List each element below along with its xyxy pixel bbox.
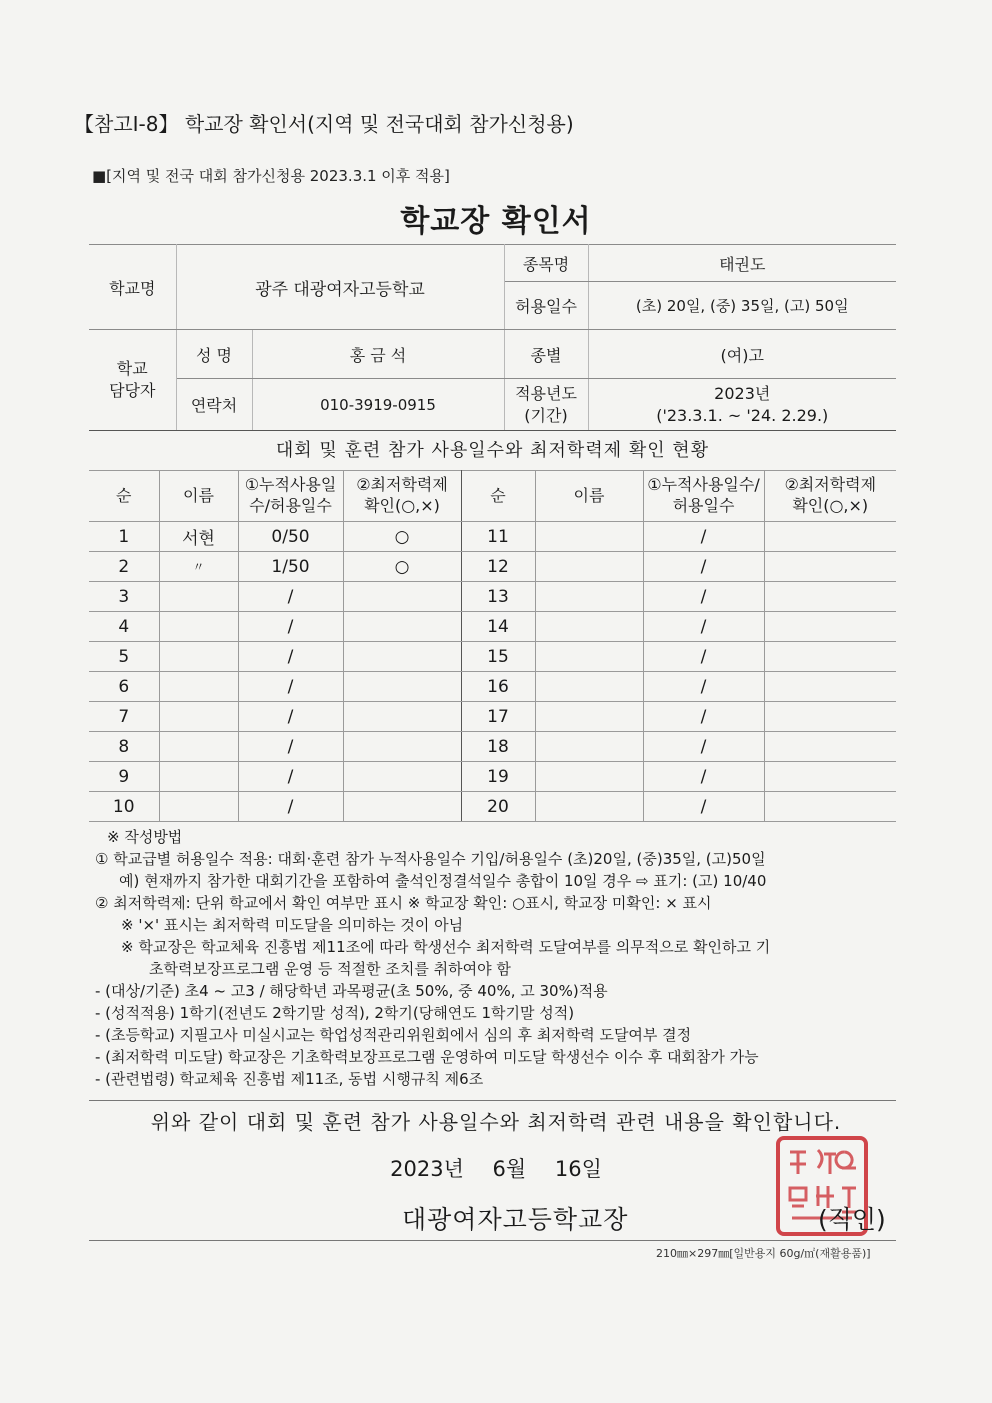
student-name xyxy=(535,702,643,732)
row-no: 16 xyxy=(461,672,535,702)
name-value: 홍 금 석 xyxy=(252,330,504,379)
year-period: ('23.3.1. ~ '24. 2.29.) xyxy=(656,405,829,425)
row-no: 19 xyxy=(461,762,535,792)
student-name xyxy=(535,612,643,642)
row-no: 7 xyxy=(89,702,159,732)
contact-label: 연락처 xyxy=(176,379,252,431)
usage-row xyxy=(89,702,896,732)
days-used: / xyxy=(238,582,343,612)
row-no: 15 xyxy=(461,642,535,672)
event-label: 종목명 xyxy=(504,245,588,282)
divider-rule xyxy=(89,1100,896,1101)
notes-heading: ※ 작성방법 xyxy=(107,828,183,846)
usage-row xyxy=(89,672,896,702)
min-academic-check xyxy=(764,612,896,642)
student-name xyxy=(535,522,643,552)
min-academic-check xyxy=(764,642,896,672)
days-used: 1/50 xyxy=(238,552,343,582)
min-academic-check xyxy=(764,552,896,582)
note-1: ① 학교급별 허용일수 적용: 대회·훈련 참가 누적사용일수 기입/허용일수 (초)20일, (중)35일, (고)50일 xyxy=(95,850,766,868)
name-label: 성 명 xyxy=(176,330,252,379)
min-academic-check xyxy=(764,702,896,732)
usage-row xyxy=(89,732,896,762)
note-1-example: 예) 현재까지 참가한 대회기간을 포함하여 출석인정결석일수 총합이 10일 경우 ⇨ 표기: (고) 10/40 xyxy=(119,872,767,890)
row-no: 9 xyxy=(89,762,159,792)
usage-row xyxy=(89,792,896,822)
seal-label: (직인) xyxy=(818,1205,886,1234)
confirmation-date: 2023년 6월 16일 xyxy=(390,1157,602,1181)
student-name xyxy=(535,552,643,582)
min-academic-check xyxy=(343,612,461,642)
min-academic-check xyxy=(343,702,461,732)
student-name xyxy=(535,732,643,762)
min-academic-check: ○ xyxy=(343,552,461,582)
student-name xyxy=(159,612,238,642)
row-no: 11 xyxy=(461,522,535,552)
header-no-right: 순 xyxy=(461,471,535,522)
days-used: / xyxy=(643,552,764,582)
student-name xyxy=(535,642,643,672)
contact-value: 010-3919-0915 xyxy=(252,379,504,431)
event-value: 태권도 xyxy=(588,245,896,282)
row-no: 8 xyxy=(89,732,159,762)
year-label: 적용년도 (기간) xyxy=(504,379,588,431)
student-name xyxy=(159,792,238,822)
row-no: 17 xyxy=(461,702,535,732)
student-name xyxy=(159,582,238,612)
days-used: / xyxy=(643,612,764,642)
principal-name: 대광여자고등학교장 xyxy=(402,1205,629,1234)
min-academic-check xyxy=(343,732,461,762)
row-no: 5 xyxy=(89,642,159,672)
days-used: / xyxy=(643,732,764,762)
year-cell xyxy=(588,379,896,431)
row-no: 2 xyxy=(89,552,159,582)
header-days-right: ①누적사용일수/ 허용일수 xyxy=(643,471,764,522)
row-no: 4 xyxy=(89,612,159,642)
days-used: / xyxy=(238,792,343,822)
note-2-sub-2b: 초학력보장프로그램 운영 등 적절한 조치를 취하여야 함 xyxy=(149,960,511,978)
days-used: / xyxy=(643,762,764,792)
days-used: / xyxy=(238,762,343,792)
usage-row xyxy=(89,612,896,642)
student-name xyxy=(159,732,238,762)
note-2: ② 최저학력제: 단위 학교에서 확인 여부만 표시 ※ 학교장 확인: ○표시, 학교장 미확인: × 표시 xyxy=(95,894,712,912)
min-academic-check xyxy=(343,792,461,822)
category-value: (여)고 xyxy=(588,330,896,379)
usage-row xyxy=(89,552,896,582)
manager-label: 학교 담당자 xyxy=(89,330,176,431)
min-academic-check xyxy=(343,642,461,672)
student-name xyxy=(159,762,238,792)
student-name xyxy=(535,762,643,792)
row-no: 13 xyxy=(461,582,535,612)
note-2-sub-2a: ※ 학교장은 학교체육 진흥법 제11조에 따라 학생선수 최저학력 도달여부를 의무적으로 확인하고 기 xyxy=(121,938,771,956)
student-name xyxy=(535,582,643,612)
year-value: 2023년 xyxy=(714,383,771,403)
form-title: 학교장 확인서 xyxy=(400,204,592,239)
min-academic-check xyxy=(343,582,461,612)
usage-table xyxy=(89,470,896,822)
category-label: 종별 xyxy=(504,330,588,379)
days-used: / xyxy=(238,732,343,762)
confirmation-text: 위와 같이 대회 및 훈련 참가 사용일수와 최저학력 관련 내용을 확인합니다. xyxy=(150,1110,842,1134)
header-name: 이름 xyxy=(159,471,238,522)
header-name-right: 이름 xyxy=(535,471,643,522)
min-academic-check xyxy=(764,522,896,552)
school-label: 학교명 xyxy=(89,245,176,330)
row-no: 12 xyxy=(461,552,535,582)
days-used: / xyxy=(643,522,764,552)
detail-4: - (최저학력 미도달) 학교장은 기초학력보장프로그램 운영하여 미도달 학생선수 이수 후 대회참가 가능 xyxy=(95,1048,759,1066)
usage-row xyxy=(89,642,896,672)
student-name xyxy=(159,672,238,702)
min-academic-check xyxy=(764,732,896,762)
days-used: / xyxy=(643,702,764,732)
header-check: ②최저학력제 확인(○,×) xyxy=(343,471,461,522)
usage-row xyxy=(89,582,896,612)
form-subtitle: ■[지역 및 전국 대회 참가신청용 2023.3.1 이후 적용] xyxy=(92,167,450,185)
detail-1: - (대상/기준) 초4 ~ 고3 / 해당학년 과목평균(초 50%, 중 40%, 고 30%)적용 xyxy=(95,982,608,1000)
days-used: / xyxy=(238,672,343,702)
row-no: 3 xyxy=(89,582,159,612)
student-name xyxy=(535,792,643,822)
min-academic-check xyxy=(764,792,896,822)
detail-5: - (관련법령) 학교체육 진흥법 제11조, 동법 시행규칙 제6조 xyxy=(95,1070,484,1088)
header-check-right: ②최저학력제 확인(○,×) xyxy=(764,471,896,522)
student-name xyxy=(159,642,238,672)
days-used: / xyxy=(238,612,343,642)
header-days: ①누적사용일 수/허용일수 xyxy=(238,471,343,522)
detail-2: - (성적적용) 1학기(전년도 2학기말 성적), 2학기(당해연도 1학기말 성적) xyxy=(95,1004,575,1022)
days-used: / xyxy=(643,642,764,672)
note-2-sub-1: ※ '×' 표시는 최저학력 미도달을 의미하는 것이 아님 xyxy=(121,916,464,934)
row-no: 18 xyxy=(461,732,535,762)
reference-title: 【참고Ⅰ-8】 학교장 확인서(지역 및 전국대회 참가신청용) xyxy=(74,112,574,136)
student-name: 서현 xyxy=(159,522,238,552)
row-no: 10 xyxy=(89,792,159,822)
student-name: 〃 xyxy=(159,552,238,582)
row-no: 14 xyxy=(461,612,535,642)
student-name xyxy=(159,702,238,732)
detail-3: - (초등학교) 지필고사 미실시교는 학업성적관리위원회에서 심의 후 최저학력 도달여부 결정 xyxy=(95,1026,692,1044)
row-no: 20 xyxy=(461,792,535,822)
school-value: 광주 대광여자고등학교 xyxy=(176,245,504,330)
min-academic-check xyxy=(343,762,461,792)
min-academic-check: ○ xyxy=(343,522,461,552)
days-used: / xyxy=(643,582,764,612)
row-no: 6 xyxy=(89,672,159,702)
allowed-days-label: 허용일수 xyxy=(504,282,588,330)
days-used: / xyxy=(238,702,343,732)
student-name xyxy=(535,672,643,702)
row-no: 1 xyxy=(89,522,159,552)
min-academic-check xyxy=(764,762,896,792)
usage-row xyxy=(89,762,896,792)
days-used: / xyxy=(238,642,343,672)
header-no: 순 xyxy=(89,471,159,522)
days-used: 0/50 xyxy=(238,522,343,552)
allowed-days-value: (초) 20일, (중) 35일, (고) 50일 xyxy=(588,282,896,330)
min-academic-check xyxy=(764,672,896,702)
school-info-table xyxy=(89,244,896,431)
instructions xyxy=(95,826,900,1090)
usage-row xyxy=(89,522,896,552)
bottom-rule xyxy=(89,1240,896,1241)
min-academic-check xyxy=(343,672,461,702)
paper-spec-note: 210㎜×297㎜[일반용지 60g/㎡(재활용품)] xyxy=(656,1247,871,1260)
days-used: / xyxy=(643,672,764,702)
days-used: / xyxy=(643,792,764,822)
min-academic-check xyxy=(764,582,896,612)
status-title: 대회 및 훈련 참가 사용일수와 최저학력제 확인 현황 xyxy=(89,430,896,471)
